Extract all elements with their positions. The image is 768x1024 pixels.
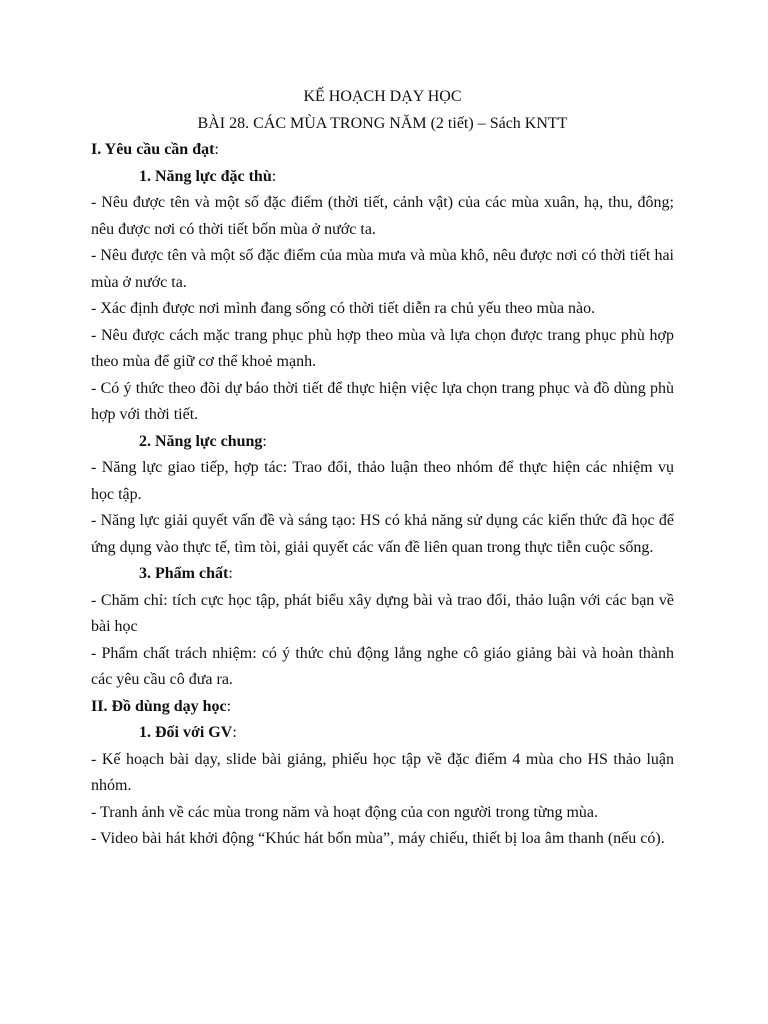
list-item: - Xác định được nơi mình đang sống có thời tiết diễn ra chủ yếu theo mùa nào. — [91, 300, 596, 317]
section-2 — [91, 694, 674, 853]
subsection-2-1-heading — [91, 720, 674, 747]
list-item: - Có ý thức theo đõi dự báo thời tiết để thực hiện việc lựa chọn trang phục và đồ dùng phù hợp với thời tiết. — [91, 379, 674, 423]
section-1-heading-colon: : — [214, 141, 219, 158]
list-item: - Năng lực giải quyết vấn đề và sáng tạo: HS có khả năng sử dụng các kiến thức đã học để ứng dụng vào thực tế, tìm tòi, giải quyết các vấn đề liên quan trong thực tiễn cuộc sống. — [91, 512, 674, 556]
subsection-1-1-heading — [91, 164, 674, 191]
list-item: - Video bài hát khởi động “Khúc hát bốn mùa”, máy chiếu, thiết bị loa âm thanh (nếu có). — [91, 830, 665, 847]
subsection-1-3-heading — [91, 561, 674, 588]
list-item: - Kế hoạch bài dạy, slide bài giảng, phiếu học tập về đặc điểm 4 mùa cho HS thảo luận nhóm. — [91, 750, 674, 794]
subsection-2-1-colon: : — [232, 724, 237, 741]
section-1-heading — [91, 137, 674, 164]
list-item: - Tranh ảnh về các mùa trong năm và hoạt động của con người trong từng mùa. — [91, 803, 599, 821]
list-item: - Nêu được tên và một số đặc điểm (thời tiết, cảnh vật) của các mùa xuân, hạ, thu, đông; nêu được nơi có thời tiết bốn mùa ở nước ta. — [91, 194, 674, 238]
subsection-2-1-heading-text: 1. Đối với GV — [139, 724, 233, 741]
section-2-heading-colon: : — [226, 697, 232, 715]
list-item: - Năng lực giao tiếp, hợp tác: Trao đổi, thảo luận theo nhóm để thực hiện các nhiệm vụ học tập. — [91, 459, 674, 503]
subsection-1-2-heading — [91, 429, 674, 456]
section-1 — [91, 137, 674, 694]
list-item: - Nêu được cách mặc trang phục phù hợp theo mùa và lựa chọn được trang phục phù hợp theo mùa để giữ cơ thể khoẻ mạnh. — [91, 326, 674, 370]
section-2-heading — [91, 694, 674, 721]
section-1-heading-text: I. Yêu cầu cần đạt — [91, 141, 215, 158]
document-subtitle: BÀI 28. CÁC MÙA TRONG NĂM (2 tiết) – Sách KNTT — [197, 114, 568, 132]
list-item: - Phẩm chất trách nhiệm: có ý thức chủ động lắng nghe cô giáo giảng bài và hoàn thành các yêu cầu cô đưa ra. — [91, 644, 674, 688]
subsection-1-2-colon: : — [262, 432, 267, 450]
list-item: - Chăm chỉ: tích cực học tập, phát biểu xây dựng bài và trao đổi, thảo luận với các bạn về bài học — [91, 591, 674, 635]
list-item: - Nêu được tên và một số đặc điểm của mùa mưa và mùa khô, nêu được nơi có thời tiết hai mùa ở nước ta. — [91, 247, 674, 291]
section-2-heading-text: II. Đồ dùng dạy học — [91, 697, 227, 715]
subsection-1-1-colon: : — [271, 167, 277, 185]
subsection-1-1-heading-text: 1. Năng lực đặc thù — [139, 167, 272, 185]
subsection-1-2-heading-text: 2. Năng lực chung — [139, 432, 263, 450]
subsection-1-3-heading-text: 3. Phẩm chất — [139, 565, 229, 582]
document-title: KẾ HOẠCH DẠY HỌC — [303, 88, 462, 105]
subsection-1-3-colon: : — [228, 565, 233, 582]
